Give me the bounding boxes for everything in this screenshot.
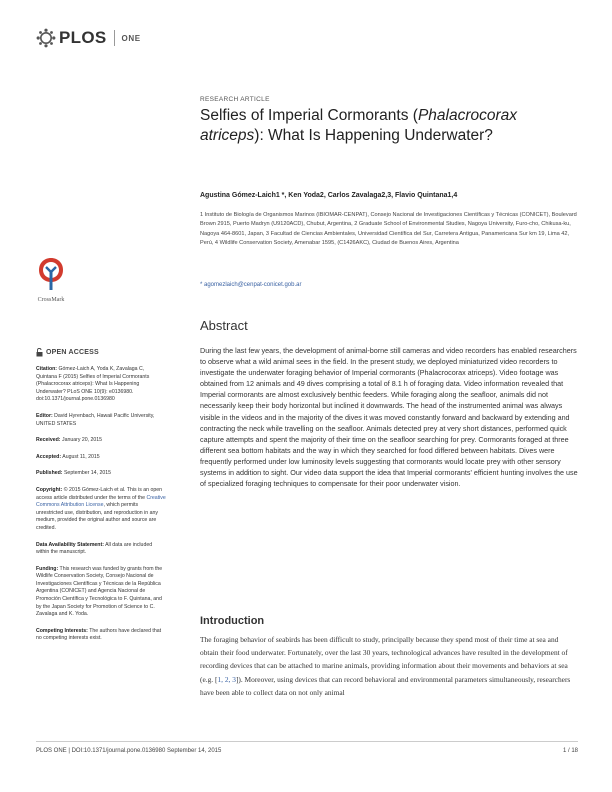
citation-text: Gómez-Laich A, Yoda K, Zavalaga C, Quintana F (2015) Selfies of Imperial Cormorants (Phalacrocorax atriceps): What Is Happening Underwater? PLoS ONE 10(9): e0136980. doi:10.1371/journal.pone.0136980: [36, 366, 150, 403]
introduction-heading: Introduction: [200, 615, 265, 627]
funding-text: This research was funded by grants from the Wildlife Conservation Society, Consejo Nacional de Investigaciones Científicas y Técnicas de la República Argentina (CONICET) and Agencia Nacional de Promoción Científica y Tecnológica to F. Quintana, and by the Japan Society for Promotion of Science to C. Zavalaga and K. Yoda.: [36, 565, 163, 618]
cc-license-link[interactable]: Creative Commons Attribution License: [36, 494, 166, 509]
citation-label: Citation:: [36, 366, 58, 372]
editor-block: [36, 413, 166, 428]
competing-interests-text: The authors have declared that no competing interests exist.: [36, 627, 162, 642]
intro-text-part1: The foraging behavior of seabirds has been difficult to study, principally because they spend most of their time at sea and obtain their food underwater. Fortunately, over the last 30 years, technological advances have resulted in the development of recording devices that can be attached to marine animals, providing information about their movements and behaviors at sea (e.g. [: [200, 635, 568, 684]
corresponding-email-link[interactable]: * agomezlaich@cenpat-conicet.gob.ar: [200, 282, 302, 288]
plos-gear-icon: [36, 28, 56, 48]
footer-journal-info: PLOS ONE | DOI:10.1371/journal.pone.0136980 September 14, 2015: [36, 748, 222, 754]
article-type-label: RESEARCH ARTICLE: [200, 96, 270, 103]
open-access-text: OPEN ACCESS: [46, 348, 99, 356]
received-block: [36, 437, 166, 445]
funding-block: [36, 566, 166, 619]
competing-interests-block: [36, 628, 166, 643]
received-date: January 20, 2015: [61, 437, 103, 444]
abstract-text: During the last few years, the development of animal-borne still cameras and video recorders has enabled researchers to observe what a wild animal sees in the field. In the present study, we deployed miniaturized video recorders to investigate the underwater foraging behavior of Imperial cormorants (Phalacrocorax atriceps). Video footage was obtained from 12 animals and 49 dives comprising a total of 8.1 h of foraging data. Video information revealed that Imperial cormorants are almost exclusively benthic feeders. While foraging along the seafloor, animals did not necessarily keep their body horizontal but inclined it downwards. The head of the instrumented animal was always visible in the videos and in the majority of the dives it was moved constantly forward and backward by extending and contracting the neck while travelling on the seafloor. Animals detected prey at very short distances, performed quick capture attempts and spent the majority of their time on the seafloor searching for prey. Cormorants foraged at three different sea bottom habitats and the way in which they searched for food differed between habitats. Dives were frequently performed under low luminosity levels suggesting that cormorants would locate prey with other sensory systems in addition to sight. Our video data support the idea that Imperial cormorants' efficient hunting involves the use of specialized foraging techniques to compensate for their poor underwater vision.: [200, 346, 578, 489]
accepted-label: Accepted:: [36, 453, 62, 460]
title-text-end: ): What Is Happening Underwater?: [254, 127, 493, 144]
footer-page-number: 1 / 18: [562, 748, 578, 754]
funding-label: Funding:: [36, 565, 59, 572]
logo-one-text: ONE: [121, 33, 141, 43]
author-list: Agustina Gómez-Laich1 *, Ken Yoda2, Carlos Zavalaga2,3, Flavio Quintana1,4: [200, 192, 458, 199]
published-block: [36, 470, 166, 478]
intro-text-part2: ]). Moreover, using devices that can record behavioral and environmental parameters simultaneously, researchers have been able to collect data on not only animal: [200, 674, 571, 697]
plos-one-logo[interactable]: [36, 28, 141, 48]
published-date: September 14, 2015: [63, 470, 111, 477]
editor-label: Editor:: [36, 412, 53, 419]
copyright-text-post: , which permits unrestricted use, distribution, and reproduction in any medium, provided the original author and source are credited.: [36, 502, 158, 531]
data-availability-label: Data Availability Statement:: [36, 541, 104, 548]
open-lock-icon: [36, 348, 43, 357]
accepted-date: August 11, 2015: [62, 453, 100, 460]
published-label: Published:: [36, 470, 63, 477]
article-title: [200, 106, 580, 146]
received-label: Received:: [36, 437, 61, 444]
introduction-text: [200, 633, 578, 699]
accepted-block: [36, 454, 166, 462]
article-metadata-sidebar: [36, 348, 166, 652]
intro-reference-links[interactable]: 1, 2, 3: [217, 674, 236, 684]
crossmark-icon: [37, 257, 65, 291]
crossmark-badge[interactable]: [33, 257, 69, 303]
copyright-text-pre: © 2015 Gómez-Laich et al. This is an open access article distributed under the terms of the: [36, 486, 162, 501]
copyright-label: Copyright:: [36, 486, 63, 493]
crossmark-label: CrossMark: [37, 297, 65, 303]
open-access-label: [36, 348, 166, 357]
copyright-block: [36, 487, 166, 533]
affiliations: 1 Instituto de Biología de Organismos Marinos (IBIOMAR-CENPAT), Consejo Nacional de Investigaciones Científicas y Técnicas (CONICET), Boulevard Brown 2915, Puerto Madryn (U9120ACD), Chubut, Argentina, 2 Graduate School of Environmental Studies, Nagoya University, Furo-cho, Chikusa-ku, Nagoya 464-8601, Japan, 3 Facultad de Ciencias Ambientales, Universidad Científica del Sur, Carretera Antigua, Panamericana Sur km 19, Lima 42, Perú, 4 Wildlife Conservation Society, Amenabar 1595, (C1426AKC), Ciudad de Buenos Aires, Argentina: [200, 212, 577, 246]
title-species-name: Phalacrocorax atriceps: [200, 107, 518, 144]
logo-divider: [114, 30, 115, 46]
data-availability-text: All data are included within the manuscript.: [36, 541, 153, 556]
data-availability-block: [36, 542, 166, 557]
title-text-start: Selfies of Imperial Cormorants (: [200, 107, 418, 124]
footer-divider: [36, 741, 578, 742]
competing-interests-label: Competing Interests:: [36, 627, 88, 634]
citation-block: [36, 366, 166, 404]
abstract-heading: Abstract: [200, 318, 248, 333]
editor-text: David Hyrenbach, Hawaii Pacific University, UNITED STATES: [36, 412, 155, 427]
logo-plos-text: PLOS: [59, 28, 107, 47]
